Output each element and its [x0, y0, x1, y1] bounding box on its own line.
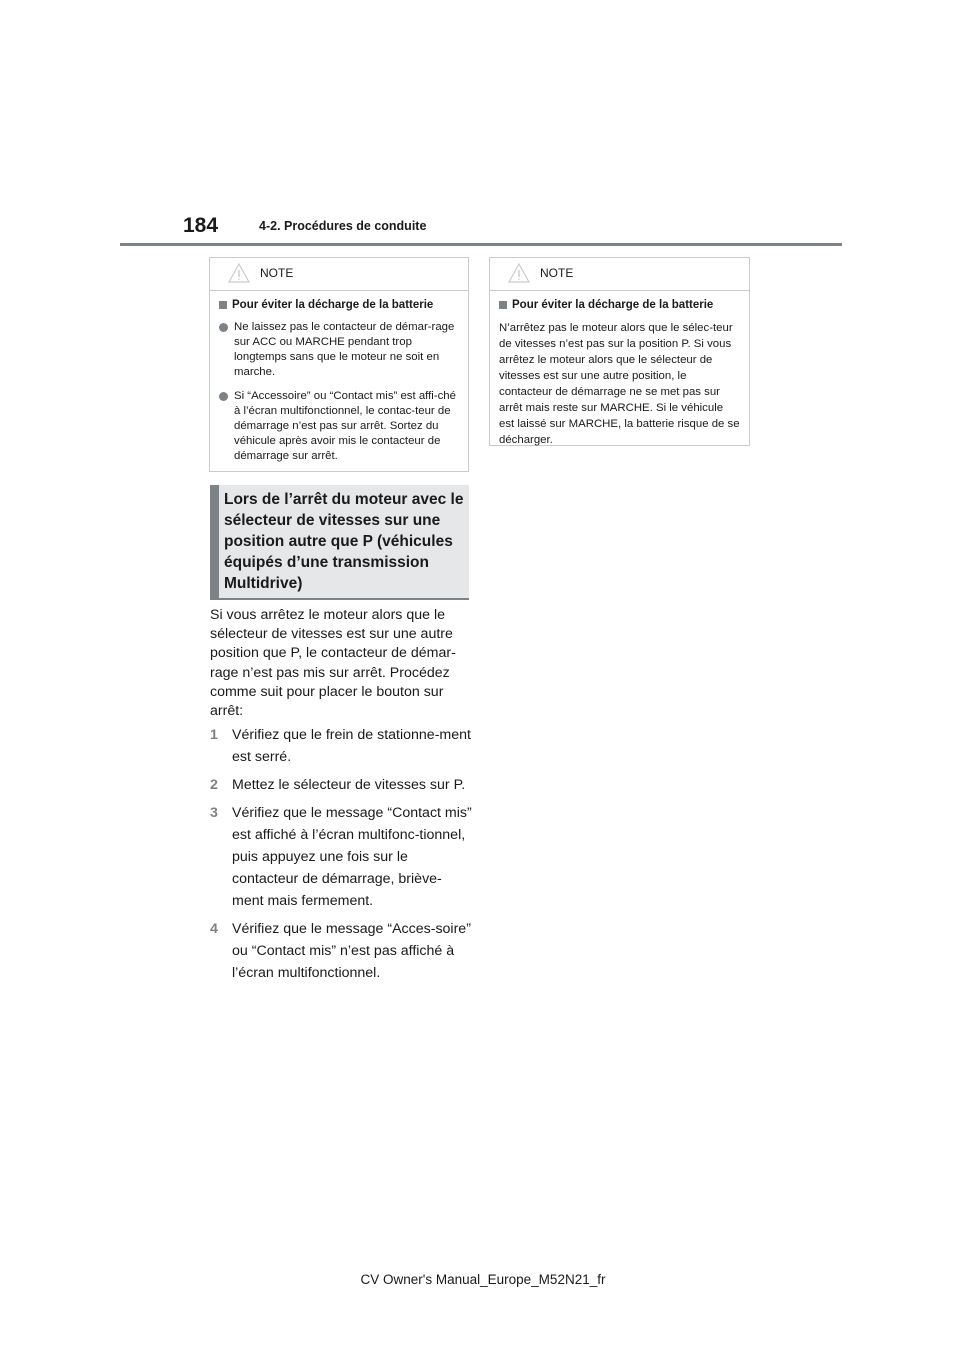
page-footer: CV Owner's Manual_Europe_M52N21_fr [360, 1272, 606, 1287]
step-item [210, 774, 472, 796]
list-item-text: Ne laissez pas le contacteur de démar-rage sur ACC ou MARCHE pendant trop longtemps sans que le moteur ne soit en marche. [234, 321, 455, 378]
warning-triangle-icon [508, 263, 530, 283]
section-title: Lors de l’arrêt du moteur avec le sélecteur de vitesses sur une position autre que P (véhicules équipés d’une transmission Multidrive) [224, 491, 464, 592]
note-header [210, 258, 468, 291]
steps-list [210, 724, 472, 990]
circle-bullet-icon [219, 323, 228, 332]
note-heading [499, 298, 740, 313]
intro-paragraph: Si vous arrêtez le moteur alors que le sélecteur de vitesses est sur une autre position que P, le contacteur de démar-rage n’est pas mis sur arrêt. Procédez comme suit pour placer le bouton sur arrêt: [210, 607, 456, 720]
header-rule [120, 243, 842, 246]
note-heading [219, 298, 459, 313]
square-bullet-icon [499, 301, 507, 309]
running-header: 4-2. Procédures de conduite [259, 219, 427, 233]
note-box-right [489, 257, 750, 446]
warning-triangle-icon [228, 263, 250, 283]
step-item [210, 724, 472, 768]
step-item [210, 802, 472, 912]
note-label: NOTE [540, 266, 574, 280]
circle-bullet-icon [219, 392, 228, 401]
list-item [219, 389, 459, 464]
step-number: 1 [210, 727, 218, 743]
step-text: Mettez le sélecteur de vitesses sur P. [232, 777, 466, 793]
step-text: Vérifiez que le frein de stationne-ment est serré. [232, 727, 471, 765]
list-item [219, 320, 459, 380]
note-header [490, 258, 749, 291]
note-heading-text: Pour éviter la décharge de la batterie [512, 299, 714, 311]
step-text: Vérifiez que le message “Contact mis” est affiché à l’écran multifonc-tionnel, puis appuyez une fois sur le contacteur de démarrage, briève-ment mais fermement. [232, 805, 472, 909]
square-bullet-icon [219, 301, 227, 309]
note-heading-text: Pour éviter la décharge de la batterie [232, 299, 434, 311]
step-number: 4 [210, 921, 218, 937]
note-box-left [209, 257, 469, 472]
note-paragraph: N’arrêtez pas le moteur alors que le sélec-teur de vitesses n’est pas sur la position P. Si vous arrêtez le moteur alors que le sélecteur de vitesses est sur une autre position, le contacteur de démarrage ne se met pas sur arrêt mais reste sur MARCHE. Si le véhicule est laissé sur MARCHE, la batterie risque de se décharger. [499, 322, 740, 446]
step-number: 2 [210, 777, 218, 793]
page-number: 184 [183, 214, 219, 237]
list-item-text: Si “Accessoire” ou “Contact mis” est affi-ché à l’écran multifonctionnel, le contac-teur de démarrage n’est pas sur arrêt. Sortez du véhicule après avoir mis le contacteur de démarrage sur arrêt. [234, 390, 456, 462]
step-item [210, 918, 472, 984]
note-label: NOTE [260, 266, 294, 280]
section-header-bar [210, 485, 219, 598]
step-number: 3 [210, 805, 218, 821]
section-header [210, 485, 469, 600]
step-text: Vérifiez que le message “Acces-soire” ou “Contact mis” n’est pas affiché à l’écran multifonctionnel. [232, 921, 471, 981]
